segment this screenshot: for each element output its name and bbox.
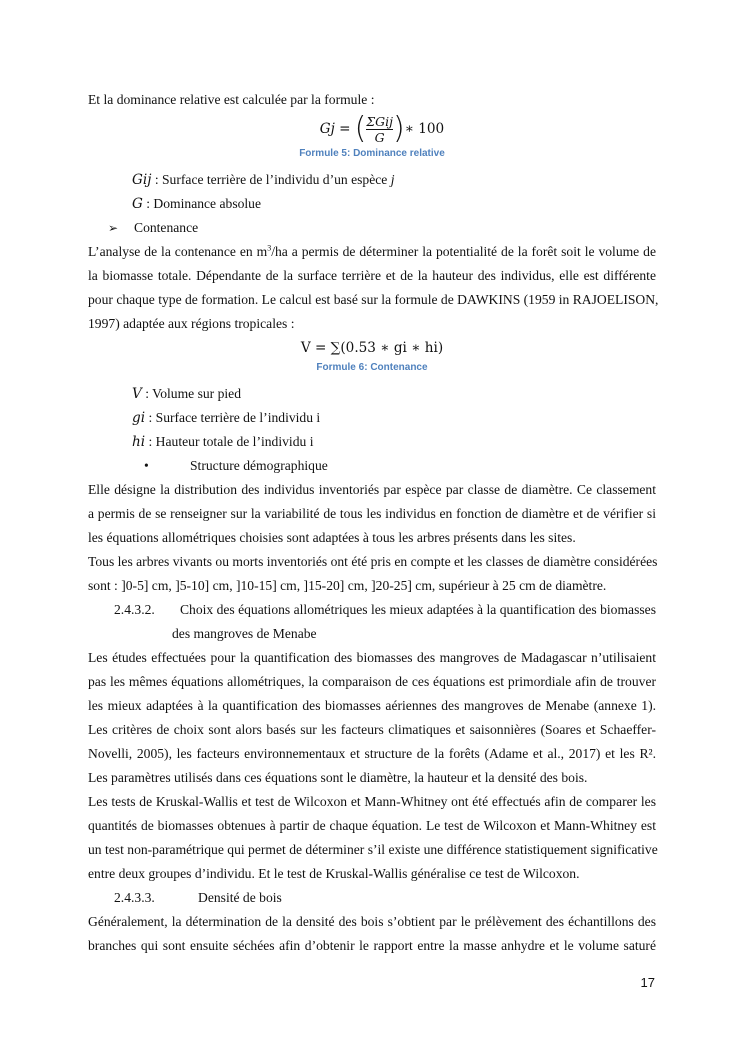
intro-text: Et la dominance relative est calculée par la formule : (88, 92, 375, 107)
def-v: V : Volume sur pied (132, 386, 242, 402)
section-2-4-3-2-paragraph-2: Les tests de Kruskal-Wallis et test de Wilcoxon et Mann-Whitney ont été effectués afin de comparer les quantités de biomasses obtenues à partir de chaque équation. Le test de Wilcoxon et Mann-Whitney est un test non-paramétrique qui permet de déterminer s’il existe une différence statistiquement significative entre deux groupes d’individu. Et le test de Kruskal-Wallis généralise ce test de Wilcoxon. (88, 794, 658, 881)
contenance-heading: ➢ Contenance (88, 216, 656, 240)
structure-heading: • Structure démographique (88, 454, 656, 478)
document-page (88, 88, 659, 958)
section-2-4-3-3-heading (88, 886, 656, 910)
def-hi: hi : Hauteur totale de l’individu i (132, 434, 314, 450)
def-gi: gi : Surface terrière de l’individu i (132, 410, 321, 426)
section-2-4-3-2-paragraph-1: Les études effectuées pour la quantification des biomasses des mangroves de Madagascar n’utilisaient pas les mêmes équations allométriques, la comparaison de ces équations est primordiale afin de trouver les mieux adaptées à la quantification des biomasses aériennes des mangroves de Menabe (annexe 1). Les critères de choix sont alors basés sur les facteurs climatiques et saisonnières (Soares et Schaeffer- Novelli, 2005), les facteurs environnementaux et structure de la forêts (Adame et al., 2017) et les R². Les paramètres utilisés dans ces équations sont le diamètre, la hauteur et la densité des bois. (88, 650, 656, 785)
section-title: Choix des équations allométriques les mieux adaptées à la quantification des biomasses (179, 602, 656, 617)
def-gij: Gij : Surface terrière de l’individu d’un espèce j (132, 172, 395, 188)
contenance-paragraph: L’analyse de la contenance en $m^3/ha$ a permis de déterminer la potentialité de la forêt soit le volume de la biomasse totale. Dépendante de la surface terrière et de la hauteur des individus, elle est différente pour chaque type de formation. Le calcul est basé sur la formule de DAWKINS (1959 in RAJOELISON, 1997) adaptée aux régions tropicales : (88, 243, 659, 331)
def-g: G : Dominance absolue (132, 196, 262, 212)
dot-bullet-icon: • (144, 458, 149, 473)
formula-6: V = ∑(0.53 ∗ gi ∗ hi) (300, 340, 444, 356)
structure-paragraph: Elle désigne la distribution des individus inventoriés par espèce par classe de diamètre. Ce classement a permis de se renseigner sur la variabilité de tous les individus en fonction de diamètre et de vérifier si les équations allométriques choisies sont adaptées à tous les arbres présents dans les sites. Tous les arbres vivants ou morts inventoriés ont été pris en compte et les classes de diamètre considérées sont : ]0-5] cm, ]5-10] cm, ]10-15] cm, ]15-20] cm, ]20-25] cm, supérieur à 25 cm de diamètre. (88, 482, 658, 593)
formula-5-fraction (366, 114, 393, 145)
section-number: 2.4.3.2. (114, 602, 155, 617)
formula-5-denominator: G (374, 129, 385, 145)
formula-5-caption: Formule 5: Dominance relative (299, 148, 445, 159)
formula-5-numerator: ΣGij (366, 113, 393, 129)
formula-5-rhs: ∗ 100 (404, 121, 445, 137)
formula-5: Gj = ( $\frac{\text{ΣGij}}{G}$ ) ∗ 100 (319, 111, 445, 146)
page-number: 17 (640, 975, 655, 990)
arrow-bullet-icon: ➢ (108, 221, 119, 235)
section-title: Densité de bois (198, 890, 282, 905)
section-2-4-3-2-heading: 2.4.3.2. Choix des équations allométriques les mieux adaptées à la quantification des biomasses des mangroves de Menabe (88, 598, 656, 646)
section-number: 2.4.3.3. (114, 890, 155, 905)
formula-5-lhs: Gj = (319, 121, 351, 137)
section-2-4-3-3-paragraph: Généralement, la détermination de la densité des bois s’obtient par le prélèvement des échantillons des branches qui sont ensuite séchées afin d’obtenir le rapport entre la masse anhydre et le volume saturé (88, 914, 656, 953)
formula-6-caption: Formule 6: Contenance (316, 362, 428, 373)
